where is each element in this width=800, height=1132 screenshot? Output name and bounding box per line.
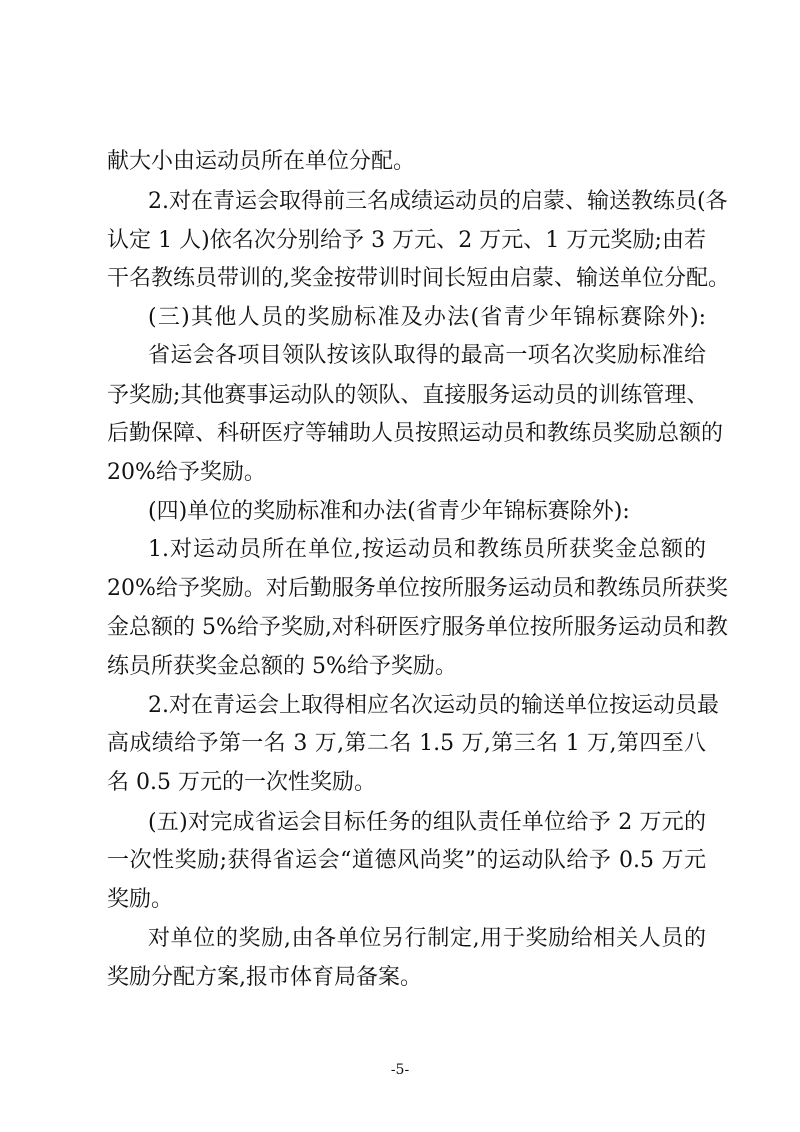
- text-line: 献大小由运动员所在单位分配。: [107, 149, 416, 174]
- text-line: 高成绩给予第一名 3 万,第二名 1.5 万,第三名 1 万,第四至八: [107, 731, 706, 756]
- text-line: 奖励。: [107, 887, 174, 912]
- text-line: 2.对在青运会上取得相应名次运动员的输送单位按运动员最: [148, 693, 719, 718]
- text-line: 后勤保障、科研医疗等辅助人员按照运动员和教练员奖励总额的: [107, 421, 724, 446]
- section-heading: (四)单位的奖励标准和办法(省青少年锦标赛除外):: [148, 499, 630, 524]
- section-heading: (五)对完成省运会目标任务的组队责任单位给予 2 万元的: [148, 810, 706, 835]
- text-line: 20%给予奖励。: [107, 460, 266, 485]
- text-line: 金总额的 5%给予奖励,对科研医疗服务单位按所服务运动员和教: [107, 615, 728, 640]
- text-line: 对单位的奖励,由各单位另行制定,用于奖励给相关人员的: [148, 926, 706, 951]
- text-line: 练员所获奖金总额的 5%给予奖励。: [107, 654, 457, 679]
- text-line: 一次性奖励;获得省运会“道德风尚奖”的运动队给予 0.5 万元: [107, 848, 706, 873]
- text-line: 2.对在青运会取得前三名成绩运动员的启蒙、输送教练员(各: [148, 189, 728, 214]
- section-heading: (三)其他人员的奖励标准及办法(省青少年锦标赛除外):: [148, 305, 706, 330]
- text-line: 名 0.5 万元的一次性奖励。: [107, 770, 376, 795]
- text-line: 干名教练员带训的,奖金按带训时间长短由启蒙、输送单位分配。: [107, 266, 730, 291]
- text-line: 省运会各项目领队按该队取得的最高一项名次奖励标准给: [148, 343, 706, 368]
- page-number: -5-: [390, 1062, 410, 1078]
- text-line: 认定 1 人)依名次分别给予 3 万元、2 万元、1 万元奖励;由若: [107, 228, 706, 253]
- text-line: 1.对运动员所在单位,按运动员和教练员所获奖金总额的: [148, 537, 706, 562]
- text-line: 奖励分配方案,报市体育局备案。: [107, 965, 422, 990]
- text-line: 20%给予奖励。对后勤服务单位按所服务运动员和教练员所获奖: [107, 576, 728, 601]
- text-line: 予奖励;其他赛事运动队的领队、直接服务运动员的训练管理、: [107, 383, 709, 408]
